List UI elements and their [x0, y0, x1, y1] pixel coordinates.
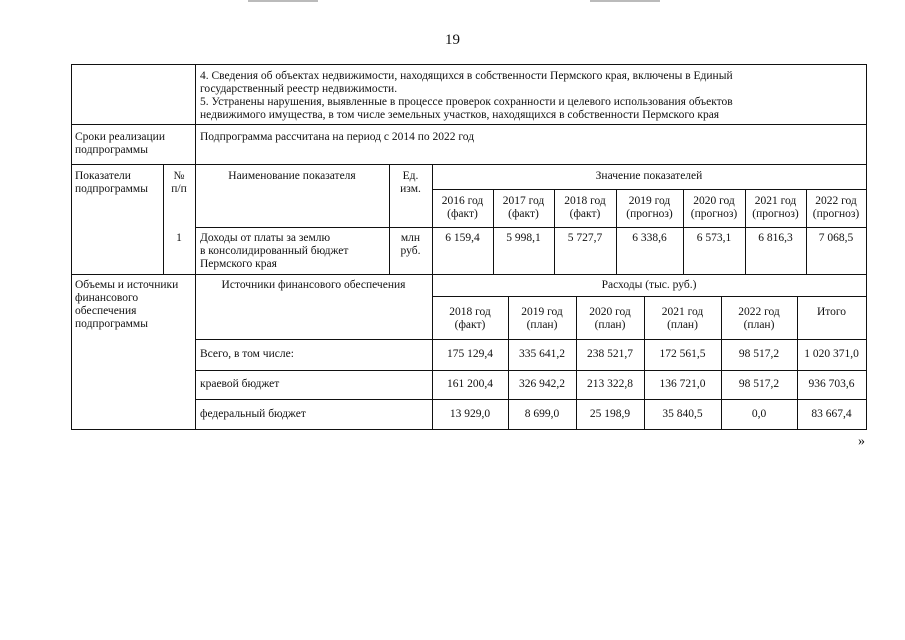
fin-year-2019-type: (план): [526, 319, 558, 331]
fin-row-federal-label: федеральный бюджет: [200, 408, 306, 420]
fin-row-regional-2022: 98 517,2: [738, 378, 780, 390]
fin-year-2020: 2020 год: [589, 306, 631, 318]
terms-label-2: подпрограммы: [75, 144, 148, 156]
unit-header-1: Ед.: [402, 170, 419, 182]
fin-row-total-2021: 172 561,5: [659, 348, 706, 360]
ind-year-2016: 2016 год: [441, 195, 484, 207]
ind-year-2022-type: (прогноз): [812, 208, 860, 220]
fin-row-regional-2021: 136 721,0: [659, 378, 706, 390]
ind-value-2017: 5 998,1: [506, 232, 541, 244]
ind-value-2019: 6 338,6: [632, 232, 667, 244]
fin-row-total-2019: 335 641,2: [519, 348, 565, 360]
ind-year-2017-type: (факт): [508, 208, 539, 220]
fin-row-federal-2019: 8 699,0: [524, 408, 560, 420]
fin-year-2019: 2019 год: [521, 306, 563, 318]
fin-year-2018: 2018 год: [449, 306, 491, 318]
ind-row-num: 1: [176, 232, 182, 244]
ind-year-2018-type: (факт): [569, 208, 601, 220]
finance-label-2: финансового: [75, 292, 139, 304]
expenses-header: Расходы (тыс. руб.): [601, 279, 697, 291]
fin-total-header: Итого: [816, 306, 847, 318]
fin-year-2018-type: (факт): [454, 319, 486, 331]
fin-row-total-label: Всего, в том числе:: [200, 348, 294, 360]
scan-mark-right: [590, 0, 660, 2]
indicators-label-2: подпрограммы: [75, 183, 148, 195]
ind-value-2018: 5 727,7: [567, 232, 603, 244]
page-number: 19: [445, 32, 460, 48]
tasks-line-4: недвижимого имущества, в том числе земельных участков, находящихся в собственности Пермского края: [200, 109, 720, 121]
fin-row-total-2018: 175 129,4: [447, 348, 493, 360]
ind-year-2020: 2020 год: [693, 195, 735, 207]
tasks-line-1: 4. Сведения об объектах недвижимости, находящихся в собственности Пермского края, включены в Единый: [200, 70, 733, 82]
fin-row-federal-2022: 0,0: [751, 408, 767, 420]
ind-value-2022: 7 068,5: [818, 232, 854, 244]
ind-year-2016-type: (факт): [447, 208, 478, 220]
ind-year-2020-type: (прогноз): [690, 208, 738, 220]
ind-year-2018: 2018 год: [564, 195, 606, 207]
ind-year-2021: 2021 год: [754, 195, 797, 207]
ind-row-unit-2: руб.: [400, 245, 421, 257]
tasks-line-3: 5. Устранены нарушения, выявленные в процессе проверок сохранности и целевого использования объектов: [200, 96, 733, 108]
ind-row-name-1: Доходы от платы за землю: [200, 232, 331, 244]
sources-header: Источники финансового обеспечения: [221, 279, 406, 291]
num-header-1: №: [173, 170, 185, 182]
tasks-line-2: государственный реестр недвижимости.: [200, 83, 398, 95]
fin-year-2022: 2022 год: [738, 306, 780, 318]
values-header: Значение показателей: [595, 170, 703, 182]
finance-label-1: Объемы и источники: [75, 279, 179, 291]
ind-value-2021: 6 816,3: [758, 232, 793, 244]
ind-year-2022: 2022 год: [815, 195, 857, 207]
ind-value-2020: 6 573,1: [696, 232, 732, 244]
ind-year-2017: 2017 год: [502, 195, 545, 207]
terms-label-1: Сроки реализации: [75, 131, 165, 143]
finance-label-4: подпрограммы: [75, 318, 148, 330]
scan-mark-left: [248, 0, 318, 2]
closing-quote: »: [858, 434, 865, 449]
fin-row-total-sum: 1 020 371,0: [804, 348, 859, 360]
ind-row-unit-1: млн: [400, 232, 421, 244]
ind-year-2019-type: (прогноз): [626, 208, 673, 220]
fin-row-regional-label: краевой бюджет: [200, 378, 280, 390]
fin-row-regional-2019: 326 942,2: [519, 378, 565, 390]
fin-year-2021: 2021 год: [661, 306, 704, 318]
ind-value-2016: 6 159,4: [445, 232, 480, 244]
num-header-2: п/п: [171, 183, 187, 195]
unit-header-2: изм.: [400, 183, 421, 195]
indicators-label-1: Показатели: [75, 170, 131, 182]
fin-row-regional-2018: 161 200,4: [447, 378, 493, 390]
ind-row-name-2: в консолидированный бюджет: [200, 245, 349, 257]
fin-row-federal-sum: 83 667,4: [811, 408, 852, 420]
fin-row-total-2022: 98 517,2: [738, 348, 780, 360]
name-header: Наименование показателя: [228, 170, 356, 182]
ind-year-2021-type: (прогноз): [752, 208, 799, 220]
fin-row-regional-2020: 213 322,8: [587, 378, 633, 390]
fin-row-federal-2021: 35 840,5: [662, 408, 703, 420]
ind-row-name-3: Пермского края: [200, 258, 277, 270]
fin-year-2020-type: (план): [594, 319, 626, 331]
fin-year-2022-type: (план): [743, 319, 775, 331]
fin-row-total-2020: 238 521,7: [587, 348, 633, 360]
fin-year-2021-type: (план): [667, 319, 698, 331]
fin-row-regional-sum: 936 703,6: [808, 378, 855, 390]
fin-row-federal-2018: 13 929,0: [449, 408, 491, 420]
ind-year-2019: 2019 год: [628, 195, 671, 207]
fin-row-federal-2020: 25 198,9: [589, 408, 631, 420]
finance-label-3: обеспечения: [75, 305, 137, 317]
terms-text: Подпрограмма рассчитана на период с 2014 по 2022 год: [200, 131, 475, 143]
